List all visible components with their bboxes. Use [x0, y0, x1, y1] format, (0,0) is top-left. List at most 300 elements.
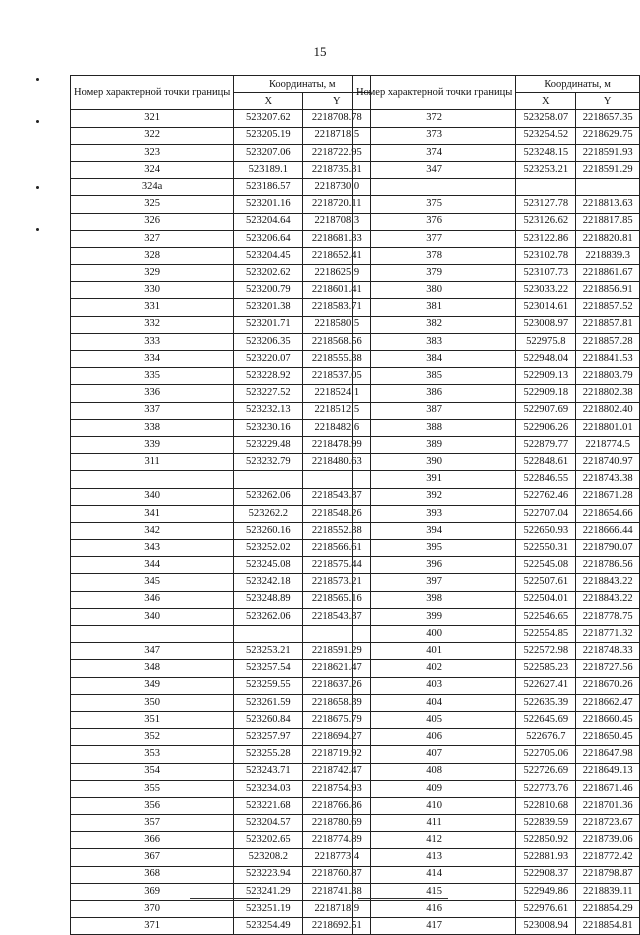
x-coordinate-cell: 523262.06: [234, 488, 303, 505]
point-number-cell: 402: [353, 660, 516, 677]
table-row: [71, 746, 371, 763]
table-row: [353, 866, 640, 883]
point-number-cell: 396: [353, 557, 516, 574]
x-coordinate-cell: 523234.03: [234, 780, 303, 797]
y-coordinate-cell: 2218694.27: [303, 729, 371, 746]
point-number-cell: 341: [71, 505, 234, 522]
table-row: [353, 161, 640, 178]
x-coordinate-cell: 523008.97: [516, 316, 576, 333]
point-number-cell: 405: [353, 711, 516, 728]
point-number-cell: 392: [353, 488, 516, 505]
table-row: [353, 488, 640, 505]
table-row: [71, 866, 371, 883]
x-coordinate-cell: 523207.06: [234, 144, 303, 161]
table-row: [353, 282, 640, 299]
x-coordinate-cell: 522909.13: [516, 368, 576, 385]
x-coordinate-cell: 523201.16: [234, 196, 303, 213]
table-row: [71, 351, 371, 368]
y-coordinate-cell: 2218766.86: [303, 797, 371, 814]
y-coordinate-cell: 2218803.79: [576, 368, 640, 385]
point-number-cell: 398: [353, 591, 516, 608]
table-row: [353, 522, 640, 539]
table-row: [353, 918, 640, 935]
x-coordinate-cell: 522850.92: [516, 832, 576, 849]
point-number-cell: 414: [353, 866, 516, 883]
point-number-cell: 399: [353, 608, 516, 625]
table-row: [353, 626, 640, 643]
x-coordinate-cell: 523200.79: [234, 282, 303, 299]
y-coordinate-cell: 2218660.45: [576, 711, 640, 728]
table-row: [71, 282, 371, 299]
y-coordinate-cell: 2218720.11: [303, 196, 371, 213]
margin-mark: [36, 228, 39, 231]
table-row: [71, 144, 371, 161]
point-number-cell: [353, 179, 516, 196]
y-coordinate-cell: 2218722.95: [303, 144, 371, 161]
x-coordinate-cell: 523201.71: [234, 316, 303, 333]
table-row: [71, 797, 371, 814]
coordinates-header: Координаты, м: [516, 76, 640, 93]
table-row: [353, 247, 640, 264]
margin-mark: [36, 186, 39, 189]
table-row: [71, 161, 371, 178]
y-coordinate-cell: 2218742.47: [303, 763, 371, 780]
y-coordinate-cell: 2218568.56: [303, 333, 371, 350]
x-coordinate-cell: 523223.94: [234, 866, 303, 883]
table-row: [71, 660, 371, 677]
x-coordinate-cell: 523259.55: [234, 677, 303, 694]
x-coordinate-cell: 523257.97: [234, 729, 303, 746]
x-coordinate-cell: 523189.1: [234, 161, 303, 178]
table-row: [353, 127, 640, 144]
x-coordinate-cell: 522572.98: [516, 643, 576, 660]
x-coordinate-cell: 523186.57: [234, 179, 303, 196]
x-coordinate-cell: 523204.57: [234, 815, 303, 832]
point-number-cell: 353: [71, 746, 234, 763]
y-coordinate-cell: 2218771.32: [576, 626, 640, 643]
x-coordinate-cell: 523254.49: [234, 918, 303, 935]
y-coordinate-cell: 2218573.21: [303, 574, 371, 591]
point-number-cell: 344: [71, 557, 234, 574]
x-coordinate-cell: 523261.59: [234, 694, 303, 711]
x-coordinate-cell: 522949.86: [516, 883, 576, 900]
x-coordinate-cell: 522585.23: [516, 660, 576, 677]
table-row: [353, 746, 640, 763]
table-row: [71, 574, 371, 591]
table-row: [353, 901, 640, 918]
table-row: [353, 815, 640, 832]
y-coordinate-cell: 2218566.61: [303, 540, 371, 557]
table-body: [71, 110, 371, 935]
point-number-cell: 352: [71, 729, 234, 746]
table-row: [71, 901, 371, 918]
x-coordinate-cell: 522707.04: [516, 505, 576, 522]
y-coordinate-cell: 2218741.38: [303, 883, 371, 900]
x-coordinate-cell: 522507.61: [516, 574, 576, 591]
point-number-cell: 412: [353, 832, 516, 849]
y-coordinate-cell: 2218625.9: [303, 265, 371, 282]
table-body: [353, 110, 640, 935]
point-number-cell: 340: [71, 608, 234, 625]
point-number-cell: 382: [353, 316, 516, 333]
y-coordinate-cell: 2218774.5: [576, 436, 640, 453]
coordinates-table-right: [352, 75, 640, 935]
point-number-cell: [71, 626, 234, 643]
x-coordinate-cell: 523201.38: [234, 299, 303, 316]
table-row: [353, 179, 640, 196]
point-number-cell: 383: [353, 333, 516, 350]
point-number-cell: 409: [353, 780, 516, 797]
table-row: [71, 608, 371, 625]
x-coordinate-cell: 522635.39: [516, 694, 576, 711]
point-number-cell: 388: [353, 419, 516, 436]
y-coordinate-cell: 2218857.28: [576, 333, 640, 350]
x-coordinate-cell: 523206.35: [234, 333, 303, 350]
x-coordinate-cell: 523205.19: [234, 127, 303, 144]
table-row: [353, 832, 640, 849]
y-coordinate-cell: 2218754.93: [303, 780, 371, 797]
x-coordinate-cell: 522909.18: [516, 385, 576, 402]
x-coordinate-cell: 523243.71: [234, 763, 303, 780]
x-coordinate-cell: 523227.52: [234, 385, 303, 402]
x-coordinate-cell: 522773.76: [516, 780, 576, 797]
y-coordinate-cell: 2218637.26: [303, 677, 371, 694]
y-coordinate-cell: 2218666.44: [576, 522, 640, 539]
table-row: [71, 677, 371, 694]
y-coordinate-cell: 2218772.42: [576, 849, 640, 866]
y-coordinate-cell: 2218671.28: [576, 488, 640, 505]
y-coordinate-cell: 2218708.3: [303, 213, 371, 230]
table-row: [353, 316, 640, 333]
x-coordinate-cell: 522546.65: [516, 608, 576, 625]
y-coordinate-cell: 2218790.07: [576, 540, 640, 557]
x-header: X: [516, 93, 576, 110]
table-row: [71, 591, 371, 608]
y-coordinate-cell: 2218565.16: [303, 591, 371, 608]
coordinates-header: Координаты, м: [234, 76, 371, 93]
point-number-cell: 369: [71, 883, 234, 900]
y-coordinate-cell: 2218854.29: [576, 901, 640, 918]
y-coordinate-cell: 2218730.0: [303, 179, 371, 196]
table-row: [71, 763, 371, 780]
x-coordinate-cell: 523251.19: [234, 901, 303, 918]
table-row: [71, 196, 371, 213]
margin-mark: [36, 78, 39, 81]
y-coordinate-cell: [576, 179, 640, 196]
point-number-cell: 330: [71, 282, 234, 299]
table-row: [71, 419, 371, 436]
point-number-cell: 403: [353, 677, 516, 694]
table-row: [71, 557, 371, 574]
y-coordinate-cell: 2218843.22: [576, 591, 640, 608]
point-number-cell: 387: [353, 402, 516, 419]
y-coordinate-cell: 2218580.5: [303, 316, 371, 333]
y-coordinate-cell: 2218675.79: [303, 711, 371, 728]
point-number-cell: 374: [353, 144, 516, 161]
point-number-cell: 408: [353, 763, 516, 780]
y-coordinate-cell: 2218780.69: [303, 815, 371, 832]
point-number-cell: 337: [71, 402, 234, 419]
table-row: [353, 643, 640, 660]
y-coordinate-cell: 2218480.63: [303, 454, 371, 471]
x-coordinate-cell: 523206.64: [234, 230, 303, 247]
x-coordinate-cell: 523229.48: [234, 436, 303, 453]
x-coordinate-cell: 523262.2: [234, 505, 303, 522]
x-coordinate-cell: 523248.15: [516, 144, 576, 161]
table-row: [353, 454, 640, 471]
table-row: [353, 780, 640, 797]
point-number-cell: 404: [353, 694, 516, 711]
y-coordinate-cell: 2218740.97: [576, 454, 640, 471]
y-coordinate-cell: 2218739.06: [576, 832, 640, 849]
table-row: [71, 832, 371, 849]
point-number-cell: 385: [353, 368, 516, 385]
table-row: [353, 694, 640, 711]
y-coordinate-cell: 2218719.92: [303, 746, 371, 763]
point-number-cell: 372: [353, 110, 516, 127]
y-coordinate-cell: 2218854.81: [576, 918, 640, 935]
y-coordinate-cell: 2218524.1: [303, 385, 371, 402]
y-coordinate-cell: 2218657.35: [576, 110, 640, 127]
y-coordinate-cell: 2218786.56: [576, 557, 640, 574]
table-row: [353, 265, 640, 282]
point-number-cell: 329: [71, 265, 234, 282]
point-number-cell: 416: [353, 901, 516, 918]
point-number-cell: 417: [353, 918, 516, 935]
y-coordinate-cell: 2218857.81: [576, 316, 640, 333]
point-number-cell: 345: [71, 574, 234, 591]
table-row: [353, 110, 640, 127]
x-coordinate-cell: 522948.04: [516, 351, 576, 368]
y-coordinate-cell: 2218537.05: [303, 368, 371, 385]
point-number-cell: 347: [353, 161, 516, 178]
point-number-cell: 394: [353, 522, 516, 539]
table-row: [353, 299, 640, 316]
table-row: [71, 471, 371, 488]
point-number-cell: 343: [71, 540, 234, 557]
x-coordinate-cell: 523033.22: [516, 282, 576, 299]
table-row: [71, 179, 371, 196]
point-number-cell: 375: [353, 196, 516, 213]
table-row: [71, 265, 371, 282]
point-number-cell: 322: [71, 127, 234, 144]
y-coordinate-cell: 2218798.87: [576, 866, 640, 883]
x-coordinate-cell: 522705.06: [516, 746, 576, 763]
x-coordinate-cell: 523241.29: [234, 883, 303, 900]
x-coordinate-cell: 523254.52: [516, 127, 576, 144]
y-coordinate-cell: 2218681.33: [303, 230, 371, 247]
x-coordinate-cell: 523126.62: [516, 213, 576, 230]
table-row: [353, 402, 640, 419]
x-coordinate-cell: 522726.69: [516, 763, 576, 780]
table-row: [353, 660, 640, 677]
x-coordinate-cell: 523253.21: [516, 161, 576, 178]
y-coordinate-cell: 2218482.6: [303, 419, 371, 436]
x-coordinate-cell: 523228.92: [234, 368, 303, 385]
x-coordinate-cell: 522975.8: [516, 333, 576, 350]
point-number-cell: 346: [71, 591, 234, 608]
y-coordinate-cell: 2218650.45: [576, 729, 640, 746]
table-row: [353, 574, 640, 591]
point-number-cell: 390: [353, 454, 516, 471]
y-coordinate-cell: 2218817.85: [576, 213, 640, 230]
table-row: [71, 729, 371, 746]
point-number-cell: 335: [71, 368, 234, 385]
table-row: [353, 385, 640, 402]
point-number-cell: 407: [353, 746, 516, 763]
x-coordinate-cell: [516, 179, 576, 196]
x-coordinate-cell: 523245.08: [234, 557, 303, 574]
y-coordinate-cell: 2218843.22: [576, 574, 640, 591]
point-number-cell: 351: [71, 711, 234, 728]
table-row: [71, 247, 371, 264]
x-coordinate-cell: 522627.41: [516, 677, 576, 694]
x-coordinate-cell: 523127.78: [516, 196, 576, 213]
point-number-cell: 377: [353, 230, 516, 247]
y-coordinate-cell: 2218701.36: [576, 797, 640, 814]
y-coordinate-cell: 2218723.67: [576, 815, 640, 832]
x-coordinate-cell: 522846.55: [516, 471, 576, 488]
y-coordinate-cell: 2218857.52: [576, 299, 640, 316]
y-coordinate-cell: 2218621.47: [303, 660, 371, 677]
y-header: Y: [576, 93, 640, 110]
y-coordinate-cell: 2218552.38: [303, 522, 371, 539]
point-number-cell: 327: [71, 230, 234, 247]
y-coordinate-cell: 2218778.75: [576, 608, 640, 625]
point-number-cell: 384: [353, 351, 516, 368]
table-row: [71, 694, 371, 711]
table-row: [71, 505, 371, 522]
y-coordinate-cell: 2218652.41: [303, 247, 371, 264]
table-row: [353, 436, 640, 453]
y-coordinate-cell: 2218647.98: [576, 746, 640, 763]
point-number-cell: 401: [353, 643, 516, 660]
x-coordinate-cell: 522762.46: [516, 488, 576, 505]
point-number-cell: 411: [353, 815, 516, 832]
y-coordinate-cell: 2218649.13: [576, 763, 640, 780]
x-coordinate-cell: 522848.61: [516, 454, 576, 471]
point-number-cell: 355: [71, 780, 234, 797]
x-coordinate-cell: 523232.79: [234, 454, 303, 471]
table-row: [353, 711, 640, 728]
x-coordinate-cell: 523014.61: [516, 299, 576, 316]
point-number-cell: 336: [71, 385, 234, 402]
point-number-cell: 340: [71, 488, 234, 505]
x-coordinate-cell: 523122.86: [516, 230, 576, 247]
table-row: [353, 557, 640, 574]
point-number-header: Номер характерной точки границы: [71, 76, 234, 110]
point-number-cell: 357: [71, 815, 234, 832]
y-coordinate-cell: 2218662.47: [576, 694, 640, 711]
x-coordinate-cell: 522839.59: [516, 815, 576, 832]
table-row: [71, 454, 371, 471]
table-row: [71, 522, 371, 539]
x-coordinate-cell: 522908.37: [516, 866, 576, 883]
y-coordinate-cell: 2218591.93: [576, 144, 640, 161]
point-number-cell: 347: [71, 643, 234, 660]
page-number: 15: [313, 44, 327, 59]
y-coordinate-cell: 2218654.66: [576, 505, 640, 522]
point-number-cell: 397: [353, 574, 516, 591]
point-number-cell: 325: [71, 196, 234, 213]
point-number-cell: 380: [353, 282, 516, 299]
y-coordinate-cell: 2218601.41: [303, 282, 371, 299]
table-row: [71, 643, 371, 660]
x-coordinate-cell: 522545.08: [516, 557, 576, 574]
x-coordinate-cell: 523248.89: [234, 591, 303, 608]
x-coordinate-cell: 522879.77: [516, 436, 576, 453]
y-coordinate-cell: 2218555.38: [303, 351, 371, 368]
table-row: [71, 626, 371, 643]
table-row: [353, 591, 640, 608]
x-coordinate-cell: 523221.68: [234, 797, 303, 814]
table-row: [71, 230, 371, 247]
point-number-cell: 342: [71, 522, 234, 539]
y-coordinate-cell: 2218718.9: [303, 901, 371, 918]
y-coordinate-cell: 2218591.29: [303, 643, 371, 660]
x-coordinate-cell: 523102.78: [516, 247, 576, 264]
table-row: [71, 213, 371, 230]
table-row: [71, 316, 371, 333]
y-coordinate-cell: 2218512.5: [303, 402, 371, 419]
y-header: Y: [303, 93, 371, 110]
point-number-cell: 393: [353, 505, 516, 522]
x-coordinate-cell: 522976.61: [516, 901, 576, 918]
point-number-cell: 386: [353, 385, 516, 402]
table-row: [71, 780, 371, 797]
x-coordinate-cell: 523262.06: [234, 608, 303, 625]
table-row: [71, 127, 371, 144]
x-coordinate-cell: 523260.16: [234, 522, 303, 539]
y-coordinate-cell: 2218548.26: [303, 505, 371, 522]
point-number-cell: 354: [71, 763, 234, 780]
y-coordinate-cell: 2218543.37: [303, 608, 371, 625]
point-number-cell: 410: [353, 797, 516, 814]
table-row: [71, 385, 371, 402]
y-coordinate-cell: 2218802.40: [576, 402, 640, 419]
point-number-cell: 321: [71, 110, 234, 127]
point-number-header: Номер характерной точки границы: [353, 76, 516, 110]
table-row: [71, 402, 371, 419]
table-row: [71, 436, 371, 453]
point-number-cell: 332: [71, 316, 234, 333]
point-number-cell: 349: [71, 677, 234, 694]
y-coordinate-cell: 2218743.38: [576, 471, 640, 488]
x-coordinate-cell: 523252.02: [234, 540, 303, 557]
table-row: [353, 230, 640, 247]
y-coordinate-cell: 2218820.81: [576, 230, 640, 247]
x-coordinate-cell: 522907.69: [516, 402, 576, 419]
point-number-cell: 324а: [71, 179, 234, 196]
point-number-cell: 338: [71, 419, 234, 436]
table-row: [353, 351, 640, 368]
y-coordinate-cell: 2218773.4: [303, 849, 371, 866]
x-coordinate-cell: 522810.68: [516, 797, 576, 814]
coordinates-table-left: [70, 75, 371, 935]
point-number-cell: 406: [353, 729, 516, 746]
point-number-cell: 389: [353, 436, 516, 453]
x-coordinate-cell: 523255.28: [234, 746, 303, 763]
table-row: [353, 213, 640, 230]
table-row: [71, 711, 371, 728]
y-coordinate-cell: 2218760.87: [303, 866, 371, 883]
point-number-cell: 376: [353, 213, 516, 230]
point-number-cell: [71, 471, 234, 488]
y-coordinate-cell: 2218735.31: [303, 161, 371, 178]
table-row: [353, 471, 640, 488]
y-coordinate-cell: 2218801.01: [576, 419, 640, 436]
y-coordinate-cell: 2218692.51: [303, 918, 371, 935]
